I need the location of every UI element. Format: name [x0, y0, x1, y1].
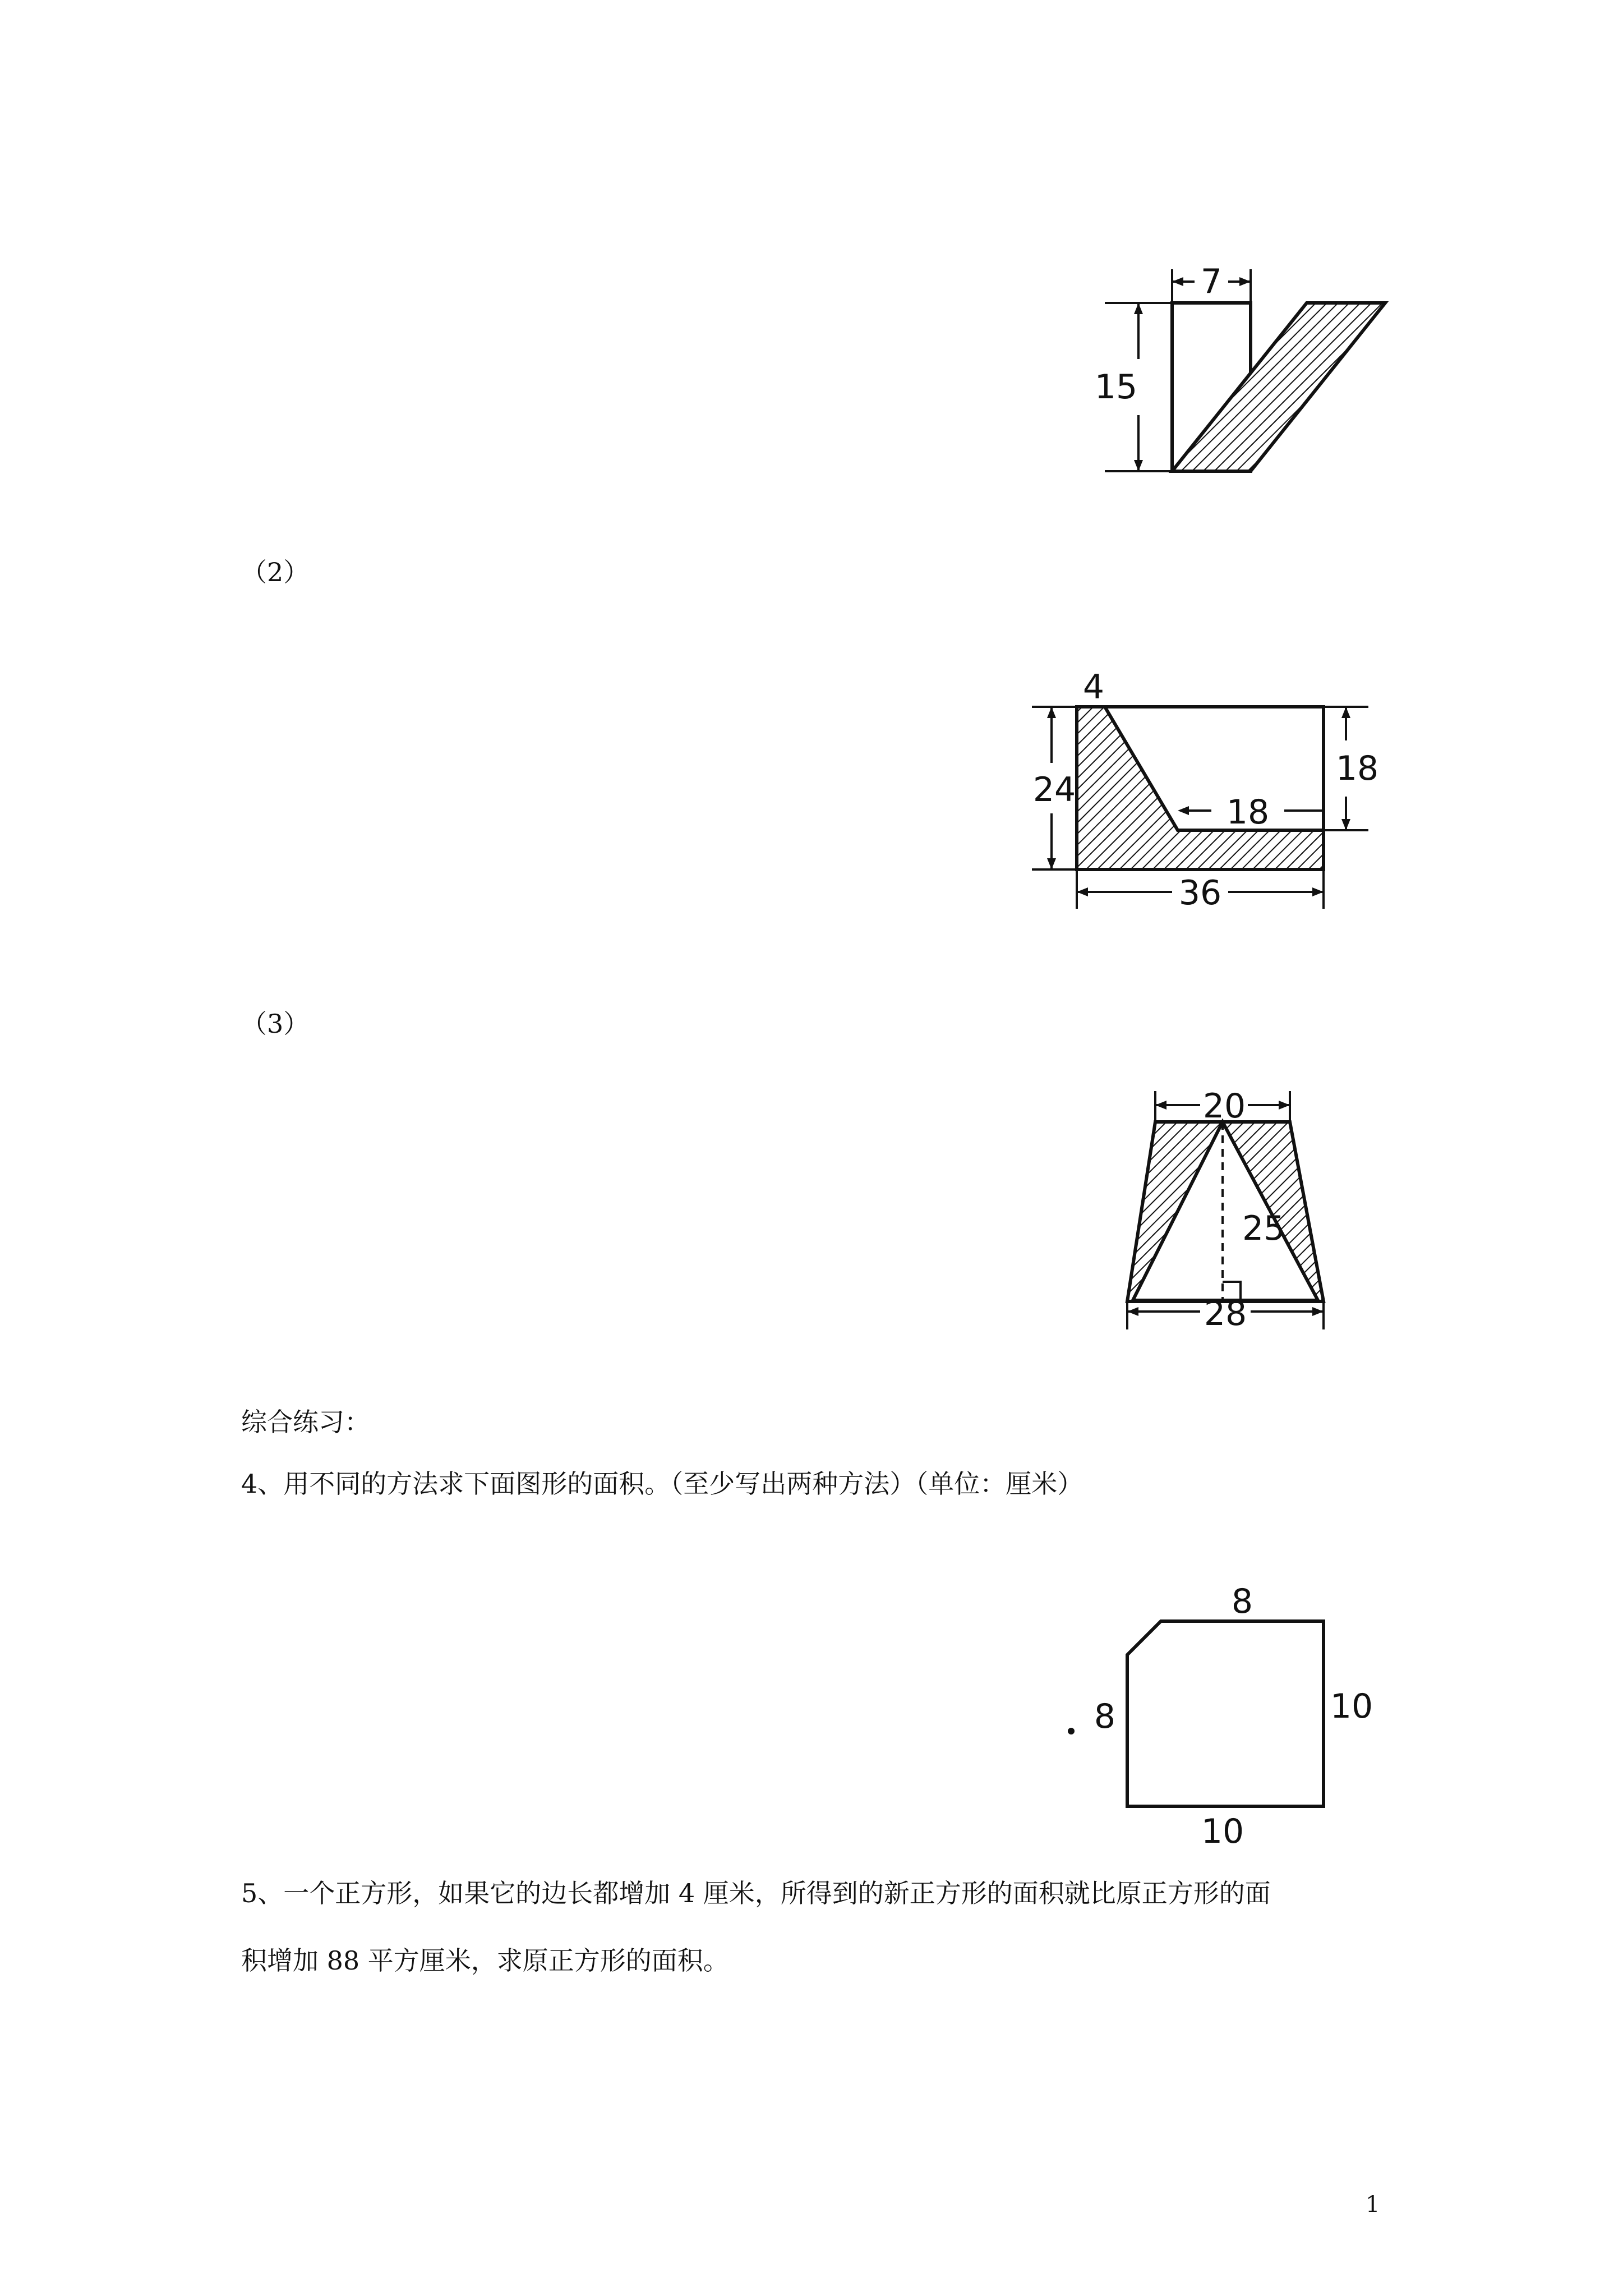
question-5-line-2: 积增加 88 平方厘米，求原正方形的面积。	[241, 1945, 729, 1976]
fig2-inner-dim: 18	[1226, 793, 1270, 832]
section-heading: 综合练习：	[241, 1407, 370, 1437]
fig1-top-dim: 7	[1200, 262, 1223, 301]
shaded-parallelogram	[1172, 303, 1385, 471]
item-3-label: （3）	[241, 1009, 310, 1039]
fig2-left-dim: 24	[1032, 770, 1076, 809]
fig4-bottom-dim: 10	[1201, 1812, 1244, 1851]
question-5-line-1: 5、一个正方形，如果它的边长都增加 4 厘米，所得到的新正方形的面积就比原正方形的面	[241, 1878, 1271, 1908]
fig1-left-dim: 15	[1094, 367, 1138, 407]
fig2-top-dim: 4	[1082, 668, 1105, 707]
cut-square-outline	[1127, 1621, 1324, 1806]
figure-3	[1116, 1083, 1340, 1341]
fig2-right-dim: 18	[1335, 749, 1379, 788]
fig3-height-dim: 25	[1242, 1209, 1285, 1248]
fig4-left-dim: 8	[1094, 1697, 1116, 1736]
fig2-bottom-dim: 36	[1178, 873, 1222, 913]
question-4: 4、用不同的方法求下面图形的面积。（至少写出两种方法）（单位：厘米）	[241, 1469, 1083, 1499]
fig4-top-dim: 8	[1231, 1588, 1253, 1621]
fig3-top-dim: 20	[1202, 1087, 1246, 1126]
shaded-region	[1077, 707, 1324, 869]
page-number: 1	[1366, 2192, 1380, 2217]
fig3-bottom-dim: 28	[1204, 1294, 1247, 1333]
fig4-right-dim: 10	[1330, 1687, 1373, 1726]
figure-4	[1054, 1588, 1380, 1851]
figure-2	[1021, 668, 1396, 926]
figure-1	[1082, 258, 1396, 494]
item-2-label: （2）	[241, 557, 310, 587]
